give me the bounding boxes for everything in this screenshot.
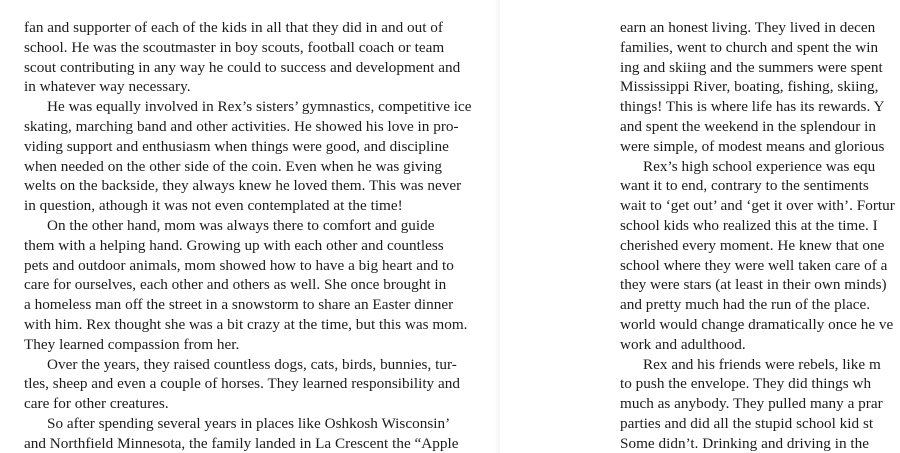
text-line: pets and outdoor animals, mom showed how to have a big heart and to [24, 256, 454, 274]
text-line: earn an honest living. They lived in decen [620, 19, 876, 36]
text-line: and Northfield Minnesota, the family landed in La Crescent the “Apple [24, 434, 459, 452]
text-line: Rex’s high school experience was equ [643, 157, 876, 175]
text-line: ing and skiing and the summers were spent [620, 58, 883, 76]
text-line: they were stars (at least in their own minds) [620, 276, 887, 294]
text-line: viding support and enthusiasm when things were good, and discipline [24, 137, 449, 155]
text-line: parties and did all the stupid school kid st [620, 414, 874, 432]
text-line: fan and supporter of each of the kids in all that they did in and out of [24, 19, 443, 36]
text-line: They learned compassion from her. [24, 335, 240, 353]
text-line: when needed on the other side of the coin. Even when he was giving [24, 157, 443, 175]
text-line: Over the years, they raised countless dogs, cats, birds, bunnies, tur- [47, 355, 457, 373]
text-line: He was equally involved in Rex’s sisters’ gymnastics, competitive ice [47, 98, 472, 116]
text-line: a homeless man off the street in a snowstorm to share an Easter dinner [24, 296, 454, 314]
right-page [500, 0, 900, 453]
text-line: in whatever way necessary. [24, 78, 191, 96]
text-line: skating, marching band and other activities. He showed his love in pro- [24, 117, 459, 135]
text-line: cherished every moment. He knew that one [620, 236, 885, 254]
text-line: them with a helping hand. Growing up with each other and countless [24, 236, 444, 254]
text-line: school kids who realized this at the time. I [620, 216, 878, 234]
text-line: care for other creatures. [24, 395, 169, 413]
text-line: and pretty much had the run of the place. [620, 296, 871, 314]
text-line: in question, athough it was not even contemplated at the time! [24, 197, 403, 215]
text-line: things! This is where life has its rewards. Y [620, 98, 885, 116]
text-line: So after spending several years in places like Oshkosh Wisconsin’ [47, 414, 451, 432]
text-line: were simple, of modest means and glorious [620, 137, 885, 155]
text-line: and spent the weekend in the splendour in [620, 117, 876, 135]
text-line: Mississippi River, boating, fishing, skiing, [620, 78, 879, 96]
text-line: to push the envelope. They did things wh [620, 375, 872, 393]
text-line: school. He was the scoutmaster in boy scouts, football coach or team [24, 38, 445, 56]
text-line: Rex and his friends were rebels, like m [643, 355, 881, 373]
text-line: On the other hand, mom was always there to comfort and guide [47, 216, 435, 234]
text-line: world would change dramatically once he ve [620, 315, 894, 333]
left-page-text-column [24, 18, 484, 453]
text-line: school where they were well taken care of a [620, 256, 888, 274]
text-line: work and adulthood. [620, 335, 746, 353]
right-page-text-column [620, 18, 900, 453]
text-line: wait to ‘get out’ and ‘get it over with’. Fortur [620, 197, 895, 215]
text-line: tles, sheep and even a couple of horses. They learned responsibility and [24, 375, 460, 393]
text-line: with him. Rex thought she was a bit crazy at the time, but this was mom. [24, 315, 468, 333]
text-line: families, went to church and spent the win [620, 38, 879, 56]
text-line: want it to end, contrary to the sentiments [620, 177, 869, 195]
text-line: Some didn’t. Drinking and driving in the [620, 434, 869, 452]
text-line: care for ourselves, each other and others as well. She once brought in [24, 276, 447, 294]
text-line: scout contributing in any way he could to success and development and [24, 58, 461, 76]
text-line: welts on the backside, they always knew he loved them. This was never [24, 177, 462, 195]
text-line: much as anybody. They pulled many a prar [620, 395, 883, 413]
